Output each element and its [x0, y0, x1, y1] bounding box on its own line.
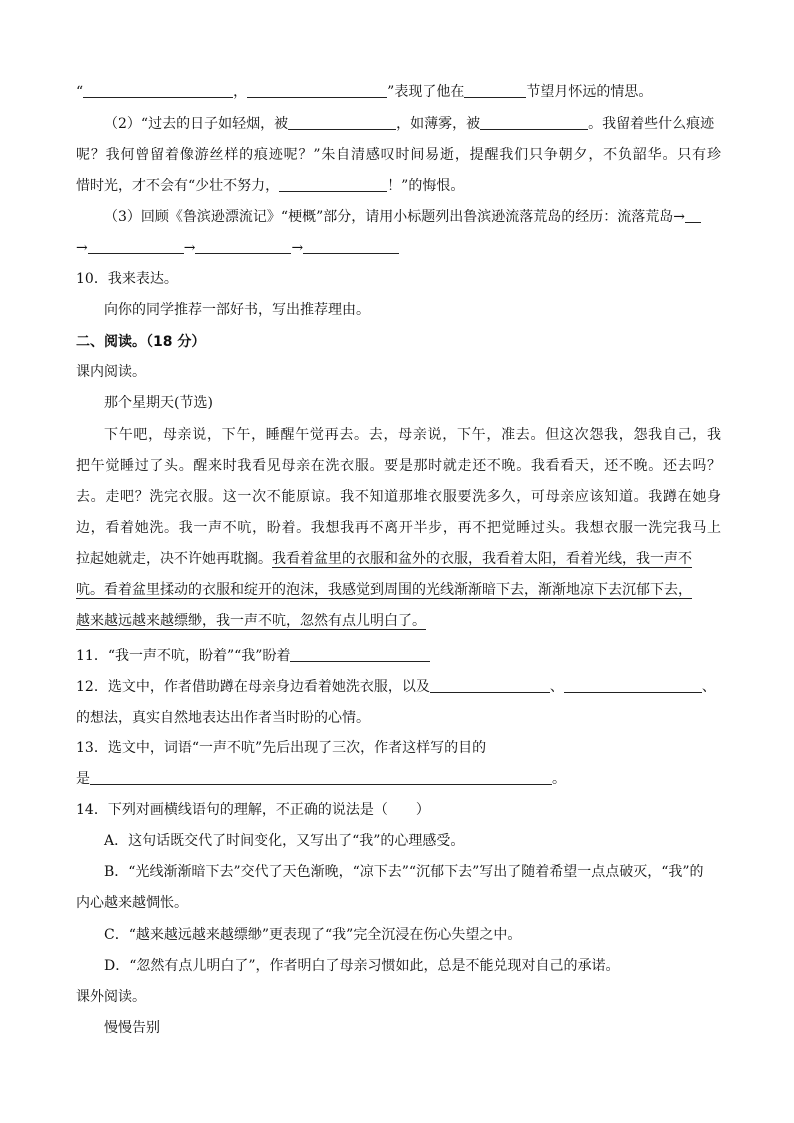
passage-line-7 — [76, 611, 721, 631]
q9-part2-line3 — [76, 176, 721, 196]
passage-line-1: 下午吧，母亲说，下午，睡醒午觉再去。去，母亲说，下午，准去。但这次怨我，怨我自己，我 — [104, 427, 721, 443]
passage-title: 那个星期天(节选) — [104, 395, 213, 411]
text: 节望月怀远的情思。 — [526, 84, 653, 100]
answer-blank[interactable] — [83, 82, 233, 98]
answer-blank[interactable] — [303, 238, 399, 254]
text: ， — [233, 84, 248, 100]
q9-part3-line2 — [76, 238, 721, 258]
q10-prompt: 向你的同学推荐一部好书，写出推荐理由。 — [104, 302, 370, 318]
outclass-reading-label: 课外阅读。 — [76, 989, 146, 1005]
answer-blank[interactable] — [464, 82, 526, 98]
text: ，如薄雾，被 — [396, 116, 481, 132]
section2-heading: 二、阅读。（18 分） — [76, 334, 206, 350]
passage-line-2: 把午觉睡过了头。醒来时我看见母亲在洗衣服。要是那时就走还不晚。我看看天，还不晚。还去吗？ — [76, 458, 721, 474]
arrow-icon: → — [76, 240, 88, 256]
text: 惜时光，才不会有“少壮不努力， — [76, 178, 280, 194]
q14-option-b-cont: 内心越来越惆怅。 — [76, 895, 188, 911]
arrow-icon: → — [183, 240, 196, 256]
passage-line-3: 去。走吧？洗完衣服。这一次不能原谅。我不知道那堆衣服要洗多久，可母亲应该知道。我蹲在她身 — [76, 489, 721, 505]
answer-blank[interactable] — [290, 646, 430, 662]
text: 。 — [552, 771, 566, 787]
text: 是 — [76, 771, 90, 787]
q9-part2-line2: 呢？我何曾留着像游丝样的痕迹呢？”朱自清感叹时间易逝，提醒我们只争朝夕，不负韶华。只有珍 — [76, 147, 721, 163]
q12-line2: 的想法，真实自然地表达出作者当时盼的心情。 — [76, 710, 370, 726]
answer-blank[interactable] — [685, 207, 701, 223]
answer-blank[interactable] — [90, 769, 552, 785]
text: 11．“我一声不吭，盼着”“我”盼着 — [76, 648, 291, 664]
q14-option-c[interactable]: C．“越来越远越来越缥缈”更表现了“我”完全沉浸在伤心失望之中。 — [104, 927, 522, 943]
underlined-sentence: 我看着盆里的衣服和盆外的衣服，我看着太阳，看着光线，我一声不 — [272, 551, 692, 567]
outclass-passage-title: 慢慢告别 — [104, 1020, 160, 1036]
underlined-sentence: 越来越远越来越缥缈，我一声不吭，忽然有点儿明白了。 — [76, 613, 426, 629]
answer-blank[interactable] — [430, 677, 550, 693]
q14-option-d[interactable]: D．“忽然有点儿明白了”，作者明白了母亲习惯如此，总是不能兑现对自己的承诺。 — [104, 958, 620, 974]
arrow-icon: → — [291, 240, 304, 256]
text: （3）回顾《鲁滨逊漂流记》“梗概”部分，请用小标题列出鲁滨逊流落荒岛的经历：流落荒岛→ — [104, 209, 685, 225]
answer-blank[interactable] — [195, 238, 291, 254]
passage-line-4: 边，看着她洗。我一声不吭，盼着。我想我再不离开半步，再不把觉睡过头。我想衣服一洗完我马上 — [76, 520, 721, 536]
passage-line-6 — [76, 580, 721, 600]
q14-stem: 14．下列对画横线语句的理解，不正确的说法是（ ） — [76, 802, 430, 818]
q13-line1: 13．选文中，词语“一声不吭”先后出现了三次，作者这样写的目的 — [76, 740, 487, 756]
text: “ — [76, 84, 84, 100]
text: （2）“过去的日子如轻烟，被 — [104, 116, 289, 132]
answer-blank[interactable] — [88, 238, 184, 254]
text: ！”的悔恨。 — [387, 178, 465, 194]
text: 、 — [549, 679, 564, 695]
q14-option-a[interactable]: A．这句话既交代了时间变化，又写出了“我”的心理感受。 — [104, 833, 465, 849]
underlined-sentence: 吭。看着盆里揉动的衣服和绽开的泡沫，我感觉到周围的光线渐渐暗下去，渐渐地凉下去沉郁下去， — [76, 582, 692, 598]
q13-line2 — [76, 769, 721, 789]
text: 。我留着些什么痕迹 — [588, 116, 715, 132]
inclass-reading-label: 课内阅读。 — [76, 364, 146, 380]
answer-blank[interactable] — [564, 677, 702, 693]
q11 — [76, 646, 721, 666]
q10-title: 10．我来表达。 — [76, 271, 178, 287]
answer-blank[interactable] — [480, 114, 588, 130]
answer-blank[interactable] — [288, 114, 396, 130]
q12-line1 — [76, 677, 721, 697]
q9-part3-line1 — [104, 207, 721, 227]
q14-option-b[interactable]: B．“光线渐渐暗下去”交代了天色渐晚，“凉下去”“沉郁下去”写出了随着希望一点点破灭，“我”的 — [104, 864, 704, 880]
text: ”表现了他在 — [387, 84, 465, 100]
text: 12．选文中，作者借助蹲在母亲身边看着她洗衣服，以及 — [76, 679, 430, 695]
answer-blank[interactable] — [279, 176, 387, 192]
text: 、 — [701, 679, 716, 695]
passage-line-5 — [76, 549, 721, 569]
text: 拉起她就走，决不许她再耽搁。 — [76, 551, 272, 567]
q9-poem-fill-line — [76, 82, 721, 102]
answer-blank[interactable] — [247, 82, 387, 98]
q9-part2-line1 — [104, 114, 721, 134]
